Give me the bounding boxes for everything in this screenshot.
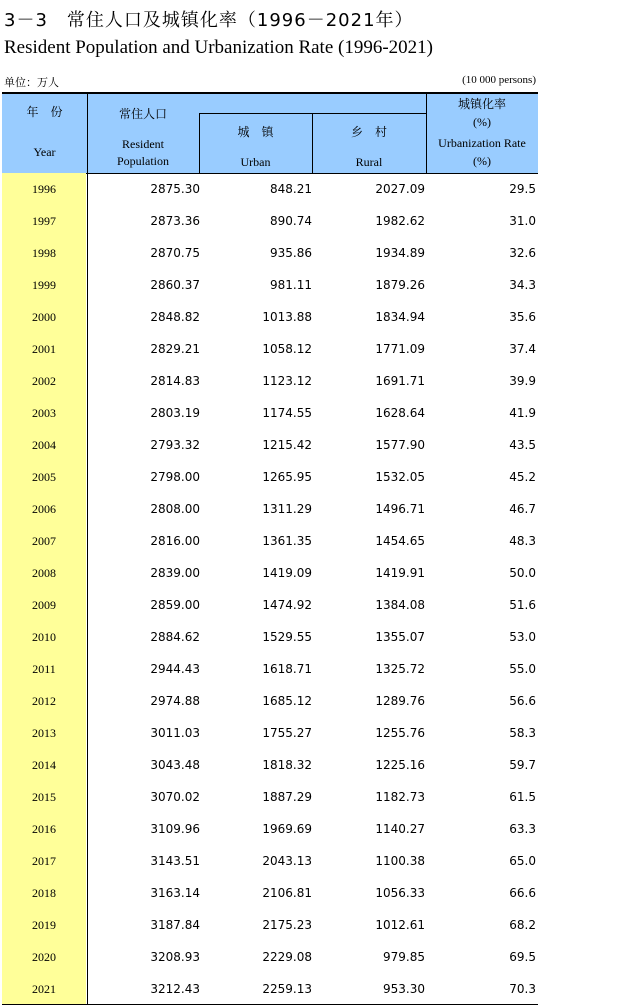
cell-urbanization-rate: 63.3 xyxy=(509,822,536,836)
header-divider-4 xyxy=(426,94,427,173)
header-rate-pct-2: (%) xyxy=(473,154,491,168)
cell-urbanization-rate: 59.7 xyxy=(509,758,536,772)
table-row xyxy=(2,653,538,685)
cell-year: 1998 xyxy=(32,246,56,260)
cell-urbanization-rate: 58.3 xyxy=(509,726,536,740)
cell-urbanization-rate: 29.5 xyxy=(509,182,536,196)
header-divider-2 xyxy=(199,114,200,173)
header-divider-3 xyxy=(312,114,313,173)
cell-year: 2012 xyxy=(32,694,56,708)
cell-year: 1997 xyxy=(32,214,56,228)
cell-urban: 1529.55 xyxy=(262,630,312,644)
cell-urban: 1419.09 xyxy=(262,566,312,580)
cell-year: 1999 xyxy=(32,278,56,292)
cell-urban: 1969.69 xyxy=(262,822,312,836)
cell-year: 1996 xyxy=(32,182,56,196)
cell-year: 2000 xyxy=(32,310,56,324)
cell-urbanization-rate: 43.5 xyxy=(509,438,536,452)
cell-urbanization-rate: 31.0 xyxy=(509,214,536,228)
cell-resident-population: 3143.51 xyxy=(150,854,200,868)
cell-resident-population: 3043.48 xyxy=(150,758,200,772)
cell-urban: 1215.42 xyxy=(262,438,312,452)
cell-year: 2021 xyxy=(32,982,56,996)
cell-urban: 1755.27 xyxy=(262,726,312,740)
cell-resident-population: 2848.82 xyxy=(150,310,200,324)
cell-rural: 1140.27 xyxy=(375,822,425,836)
cell-year: 2002 xyxy=(32,374,56,388)
cell-urban: 1013.88 xyxy=(262,310,312,324)
cell-resident-population: 2884.62 xyxy=(150,630,200,644)
cell-urbanization-rate: 35.6 xyxy=(509,310,536,324)
cell-resident-population: 3212.43 xyxy=(150,982,200,996)
cell-resident-population: 3208.93 xyxy=(150,950,200,964)
cell-rural: 1289.76 xyxy=(375,694,425,708)
table-title-english: Resident Population and Urbanization Rate (1996-2021) xyxy=(4,37,433,58)
cell-resident-population: 2944.43 xyxy=(150,662,200,676)
cell-urban: 1123.12 xyxy=(262,374,312,388)
cell-resident-population: 2814.83 xyxy=(150,374,200,388)
cell-rural: 1056.33 xyxy=(375,886,425,900)
cell-resident-population: 3070.02 xyxy=(150,790,200,804)
cell-resident-population: 2808.00 xyxy=(150,502,200,516)
cell-urban: 1361.35 xyxy=(262,534,312,548)
cell-urbanization-rate: 48.3 xyxy=(509,534,536,548)
cell-year: 2003 xyxy=(32,406,56,420)
cell-resident-population: 2793.32 xyxy=(150,438,200,452)
table-row xyxy=(2,621,538,653)
table-row xyxy=(2,557,538,589)
cell-urbanization-rate: 45.2 xyxy=(509,470,536,484)
table-row xyxy=(2,365,538,397)
cell-resident-population: 3011.03 xyxy=(150,726,200,740)
header-year-en: Year xyxy=(33,145,56,159)
cell-rural: 1325.72 xyxy=(375,662,425,676)
cell-urban: 2106.81 xyxy=(262,886,312,900)
cell-urban: 1474.92 xyxy=(262,598,312,612)
cell-resident-population: 2860.37 xyxy=(150,278,200,292)
cell-rural: 1100.38 xyxy=(375,854,425,868)
unit-label-chinese: 单位：万人 xyxy=(4,76,59,89)
cell-rural: 1255.76 xyxy=(375,726,425,740)
cell-resident-population: 2816.00 xyxy=(150,534,200,548)
cell-urban: 848.21 xyxy=(270,182,312,196)
cell-rural: 1771.09 xyxy=(375,342,425,356)
header-divider-1 xyxy=(87,94,88,173)
cell-resident-population: 2839.00 xyxy=(150,566,200,580)
unit-label-english: (10 000 persons) xyxy=(462,74,536,86)
cell-resident-population: 2798.00 xyxy=(150,470,200,484)
cell-urban: 1174.55 xyxy=(262,406,312,420)
cell-urban: 1265.95 xyxy=(262,470,312,484)
cell-urbanization-rate: 53.0 xyxy=(509,630,536,644)
cell-year: 2009 xyxy=(32,598,56,612)
table-row xyxy=(2,813,538,845)
cell-rural: 1012.61 xyxy=(375,918,425,932)
cell-urban: 2175.23 xyxy=(262,918,312,932)
header-resident-cn: 常住人口 xyxy=(118,107,167,121)
cell-urbanization-rate: 51.6 xyxy=(509,598,536,612)
table-row xyxy=(2,909,538,941)
cell-year: 2018 xyxy=(32,886,56,900)
cell-rural: 1834.94 xyxy=(375,310,425,324)
cell-urban: 1887.29 xyxy=(262,790,312,804)
table-row xyxy=(2,301,538,333)
table-row xyxy=(2,877,538,909)
cell-urbanization-rate: 55.0 xyxy=(509,662,536,676)
header-urbanization-rate xyxy=(426,94,538,173)
cell-resident-population: 2875.30 xyxy=(150,182,200,196)
cell-urbanization-rate: 68.2 xyxy=(509,918,536,932)
table-row xyxy=(2,429,538,461)
table-bottom-rule xyxy=(2,1004,538,1005)
table-row xyxy=(2,205,538,237)
header-rate-cn: 城镇化率 xyxy=(457,97,506,111)
table-row xyxy=(2,685,538,717)
cell-year: 2013 xyxy=(32,726,56,740)
cell-year: 2001 xyxy=(32,342,56,356)
cell-urban: 1058.12 xyxy=(262,342,312,356)
cell-resident-population: 2803.19 xyxy=(150,406,200,420)
cell-urban: 1311.29 xyxy=(262,502,312,516)
cell-resident-population: 2829.21 xyxy=(150,342,200,356)
cell-rural: 1225.16 xyxy=(375,758,425,772)
header-rural-en: Rural xyxy=(355,155,383,169)
cell-year: 2014 xyxy=(32,758,56,772)
cell-rural: 1454.65 xyxy=(375,534,425,548)
header-rate-pct-1: (%) xyxy=(473,115,491,129)
cell-rural: 1879.26 xyxy=(375,278,425,292)
cell-urbanization-rate: 46.7 xyxy=(509,502,536,516)
cell-urban: 890.74 xyxy=(270,214,312,228)
cell-rural: 1496.71 xyxy=(375,502,425,516)
cell-urban: 1618.71 xyxy=(262,662,312,676)
cell-urban: 935.86 xyxy=(270,246,312,260)
header-resident-en-1: Resident xyxy=(122,137,164,151)
cell-urbanization-rate: 56.6 xyxy=(509,694,536,708)
header-urban-en: Urban xyxy=(240,155,271,169)
cell-year: 2011 xyxy=(32,662,56,676)
cell-urbanization-rate: 61.5 xyxy=(509,790,536,804)
cell-urbanization-rate: 39.9 xyxy=(509,374,536,388)
table-row xyxy=(2,845,538,877)
header-year-cn: 年 份 xyxy=(26,105,63,119)
cell-rural: 979.85 xyxy=(383,950,425,964)
cell-year: 2017 xyxy=(32,854,56,868)
cell-rural: 1419.91 xyxy=(375,566,425,580)
cell-rural: 1982.62 xyxy=(375,214,425,228)
table-row xyxy=(2,493,538,525)
cell-urbanization-rate: 50.0 xyxy=(509,566,536,580)
cell-rural: 1355.07 xyxy=(375,630,425,644)
cell-rural: 2027.09 xyxy=(375,182,425,196)
cell-rural: 1691.71 xyxy=(375,374,425,388)
header-rural xyxy=(312,114,426,173)
header-urban-cn: 城 镇 xyxy=(237,125,274,139)
cell-year: 2005 xyxy=(32,470,56,484)
table-row xyxy=(2,397,538,429)
cell-year: 2008 xyxy=(32,566,56,580)
cell-urbanization-rate: 70.3 xyxy=(509,982,536,996)
cell-resident-population: 3163.14 xyxy=(150,886,200,900)
cell-rural: 1182.73 xyxy=(375,790,425,804)
table-row xyxy=(2,717,538,749)
cell-resident-population: 3109.96 xyxy=(150,822,200,836)
table-row xyxy=(2,461,538,493)
cell-year: 2007 xyxy=(32,534,56,548)
header-urban xyxy=(199,114,312,173)
cell-urbanization-rate: 34.3 xyxy=(509,278,536,292)
cell-urbanization-rate: 65.0 xyxy=(509,854,536,868)
cell-rural: 1577.90 xyxy=(375,438,425,452)
header-year xyxy=(2,94,87,173)
cell-rural: 953.30 xyxy=(383,982,425,996)
table-row xyxy=(2,269,538,301)
table-row xyxy=(2,781,538,813)
header-rural-cn: 乡 村 xyxy=(350,125,387,139)
cell-year: 2006 xyxy=(32,502,56,516)
table-row xyxy=(2,973,538,1005)
cell-urbanization-rate: 69.5 xyxy=(509,950,536,964)
cell-resident-population: 2873.36 xyxy=(150,214,200,228)
header-rate-en: Urbanization Rate xyxy=(438,136,526,150)
table-row xyxy=(2,333,538,365)
cell-urbanization-rate: 41.9 xyxy=(509,406,536,420)
cell-urban: 1818.32 xyxy=(262,758,312,772)
table-row xyxy=(2,237,538,269)
cell-resident-population: 2870.75 xyxy=(150,246,200,260)
cell-resident-population: 2859.00 xyxy=(150,598,200,612)
header-resident-en-2: Population xyxy=(116,154,169,168)
cell-urbanization-rate: 32.6 xyxy=(509,246,536,260)
cell-urban: 2229.08 xyxy=(262,950,312,964)
cell-year: 2004 xyxy=(32,438,56,452)
cell-urbanization-rate: 66.6 xyxy=(509,886,536,900)
cell-urban: 2259.13 xyxy=(262,982,312,996)
table-title-chinese: 3－3 常住人口及城镇化率（1996－2021年） xyxy=(4,10,414,31)
table-row xyxy=(2,941,538,973)
header-group-band xyxy=(199,94,426,114)
cell-year: 2015 xyxy=(32,790,56,804)
cell-year: 2016 xyxy=(32,822,56,836)
cell-year: 2020 xyxy=(32,950,56,964)
cell-urban: 1685.12 xyxy=(262,694,312,708)
table-row xyxy=(2,173,538,205)
cell-resident-population: 3187.84 xyxy=(150,918,200,932)
cell-year: 2010 xyxy=(32,630,56,644)
cell-year: 2019 xyxy=(32,918,56,932)
cell-rural: 1384.08 xyxy=(375,598,425,612)
cell-rural: 1628.64 xyxy=(375,406,425,420)
cell-urban: 2043.13 xyxy=(262,854,312,868)
data-table-body xyxy=(2,173,538,1005)
table-row xyxy=(2,589,538,621)
cell-urbanization-rate: 37.4 xyxy=(509,342,536,356)
table-row xyxy=(2,525,538,557)
cell-urban: 981.11 xyxy=(270,278,312,292)
cell-rural: 1532.05 xyxy=(375,470,425,484)
cell-resident-population: 2974.88 xyxy=(150,694,200,708)
table-row xyxy=(2,749,538,781)
header-resident-population xyxy=(87,94,199,173)
cell-rural: 1934.89 xyxy=(375,246,425,260)
